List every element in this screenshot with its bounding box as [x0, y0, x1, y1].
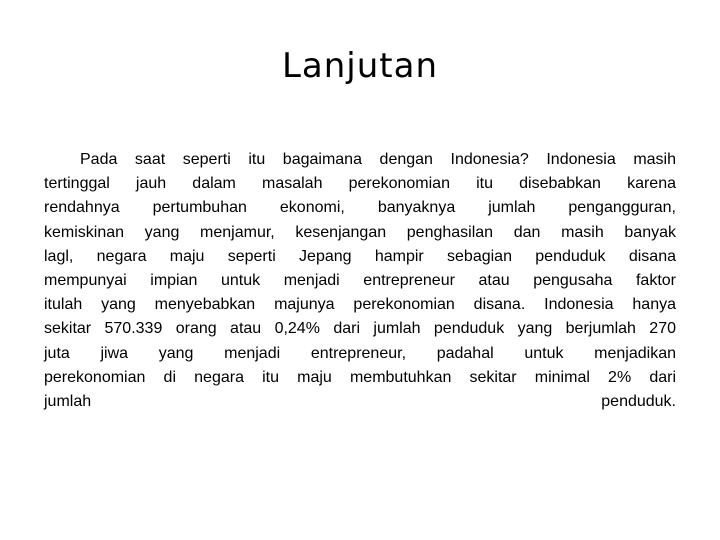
slide-title: Lanjutan [281, 46, 439, 86]
body-line: sekitar 570.339 orang atau 0,24% dari jumlah penduduk yang berjumlah 270 [44, 320, 676, 338]
body-line: lagl, negara maju seperti Jepang hampir sebagian penduduk disana [44, 247, 676, 265]
body-line: itulah yang menyebabkan majunya perekonomian disana. Indonesia hanya [44, 296, 676, 314]
body-line: jumlah penduduk. [44, 392, 676, 410]
body-line: rendahnya pertumbuhan ekonomi, banyaknya jumlah pengangguran, [44, 199, 676, 217]
body-line: mempunyai impian untuk menjadi entrepreneur atau pengusaha faktor [44, 271, 676, 289]
body-paragraph [44, 148, 676, 414]
body-line: Pada saat seperti itu bagaimana dengan Indonesia? Indonesia masih [80, 151, 676, 168]
body-line: kemiskinan yang menjamur, kesenjangan penghasilan dan masih banyak [44, 223, 676, 241]
body-line: juta jiwa yang menjadi entrepreneur, padahal untuk menjadikan [44, 344, 676, 362]
body-line: tertinggal jauh dalam masalah perekonomian itu disebabkan karena [44, 175, 676, 193]
body-line: perekonomian di negara itu maju membutuhkan sekitar minimal 2% dari [44, 368, 676, 386]
